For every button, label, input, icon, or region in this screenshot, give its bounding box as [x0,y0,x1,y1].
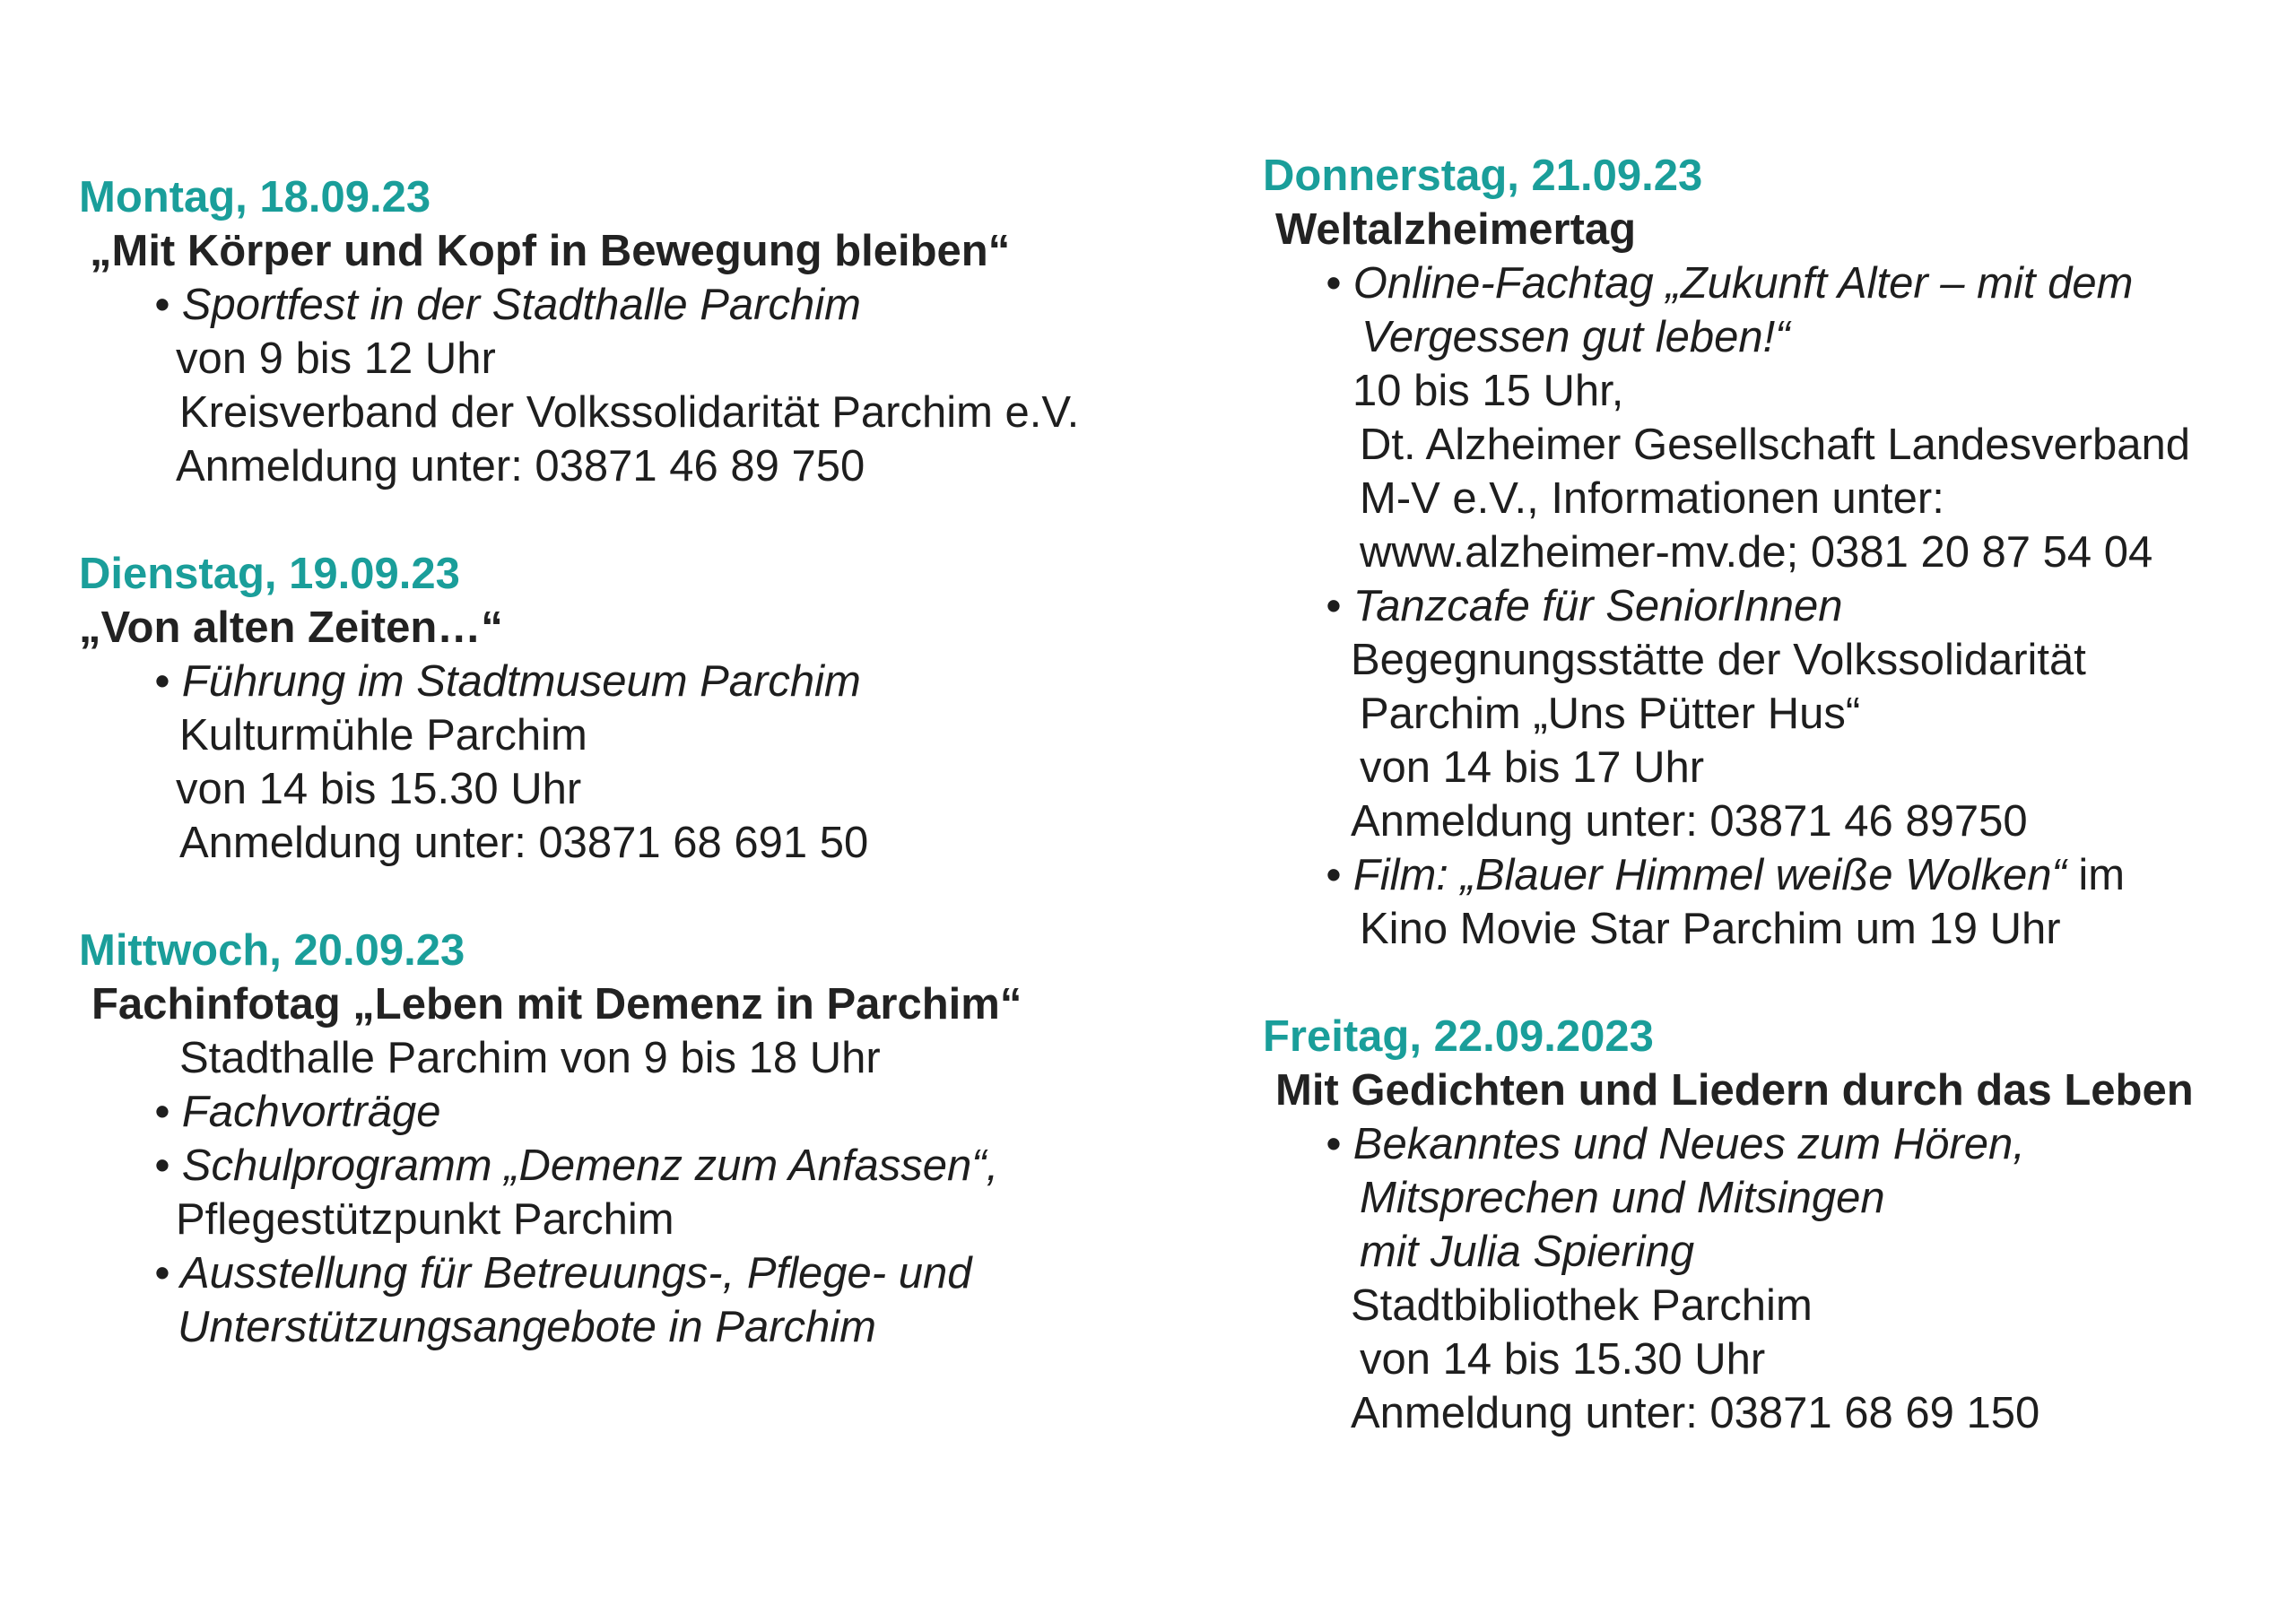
event-location: Begegnungsstätte der Volkssolidarität [1351,636,2086,684]
event-title: Fachinfotag „Leben mit Demenz in Parchim“ [91,980,1022,1028]
event-time: 10 bis 15 Uhr, [1352,367,1624,415]
event-bullet-continuation: Unterstützungsangebote in Parchim [178,1303,876,1351]
event-registration: Anmeldung unter: 03871 68 691 50 [179,819,869,867]
event-registration: Anmeldung unter: 03871 46 89750 [1351,797,2028,846]
event-bullet-continuation: Mitsprechen und Mitsingen [1360,1174,1885,1222]
event-bullet-italic: • Film: „Blauer Himmel weiße Wolken“ [1326,851,2066,899]
event-location-continuation: Parchim „Uns Pütter Hus“ [1360,690,1861,738]
event-time: von 14 bis 15.30 Uhr [176,765,582,813]
day-heading: Dienstag, 19.09.23 [79,550,460,598]
event-time: von 14 bis 17 Uhr [1360,743,1705,792]
event-contact: www.alzheimer-mv.de; 0381 20 87 54 04 [1360,528,2153,577]
event-organizer-continuation: M-V e.V., Informationen unter: [1360,474,1944,523]
event-bullet-continuation: Vergessen gut leben!“ [1361,313,1790,361]
event-bullet: • Fachvorträge [154,1088,441,1136]
event-location: Stadtbibliothek Parchim [1351,1281,1813,1330]
event-location: Stadthalle Parchim von 9 bis 18 Uhr [179,1034,881,1082]
event-organizer: Kreisverband der Volkssolidarität Parchim e.V. [179,388,1080,437]
day-heading: Freitag, 22.09.2023 [1263,1012,1654,1061]
event-bullet-rest: im [2066,851,2126,899]
event-bullet: • Ausstellung für Betreuungs-, Pflege- und [154,1249,972,1298]
day-heading: Donnerstag, 21.09.23 [1263,152,1703,200]
day-heading: Mittwoch, 20.09.23 [79,926,465,975]
event-bullet: • Bekanntes und Neues zum Hören, [1326,1120,2025,1168]
event-title: Weltalzheimertag [1275,205,1637,254]
event-bullet: • Schulprogramm „Demenz zum Anfassen“, [154,1141,999,1190]
event-bullet: • Online-Fachtag „Zukunft Alter – mit dem [1326,259,2134,308]
event-bullet: • Führung im Stadtmuseum Parchim [154,657,861,706]
event-registration: Anmeldung unter: 03871 46 89 750 [176,442,865,490]
event-title: „Mit Körper und Kopf in Bewegung bleiben“ [90,227,1011,275]
event-title: „Von alten Zeiten…“ [79,603,503,652]
event-location: Kulturmühle Parchim [179,711,587,759]
event-bullet: • Sportfest in der Stadthalle Parchim [154,281,861,329]
event-time: von 14 bis 15.30 Uhr [1360,1335,1766,1384]
event-organizer: Dt. Alzheimer Gesellschaft Landesverband [1360,421,2191,469]
day-heading: Montag, 18.09.23 [79,173,431,221]
event-time: von 9 bis 12 Uhr [176,334,496,383]
event-bullet [1326,848,2125,902]
event-title: Mit Gedichten und Liedern durch das Leben [1275,1066,2194,1115]
event-location: Kino Movie Star Parchim um 19 Uhr [1360,905,2061,953]
event-registration: Anmeldung unter: 03871 68 69 150 [1351,1389,2040,1437]
event-bullet: • Tanzcafe für SeniorInnen [1326,582,1843,630]
event-bullet-continuation: mit Julia Spiering [1360,1228,1695,1276]
event-location: Pflegestützpunkt Parchim [176,1195,674,1244]
